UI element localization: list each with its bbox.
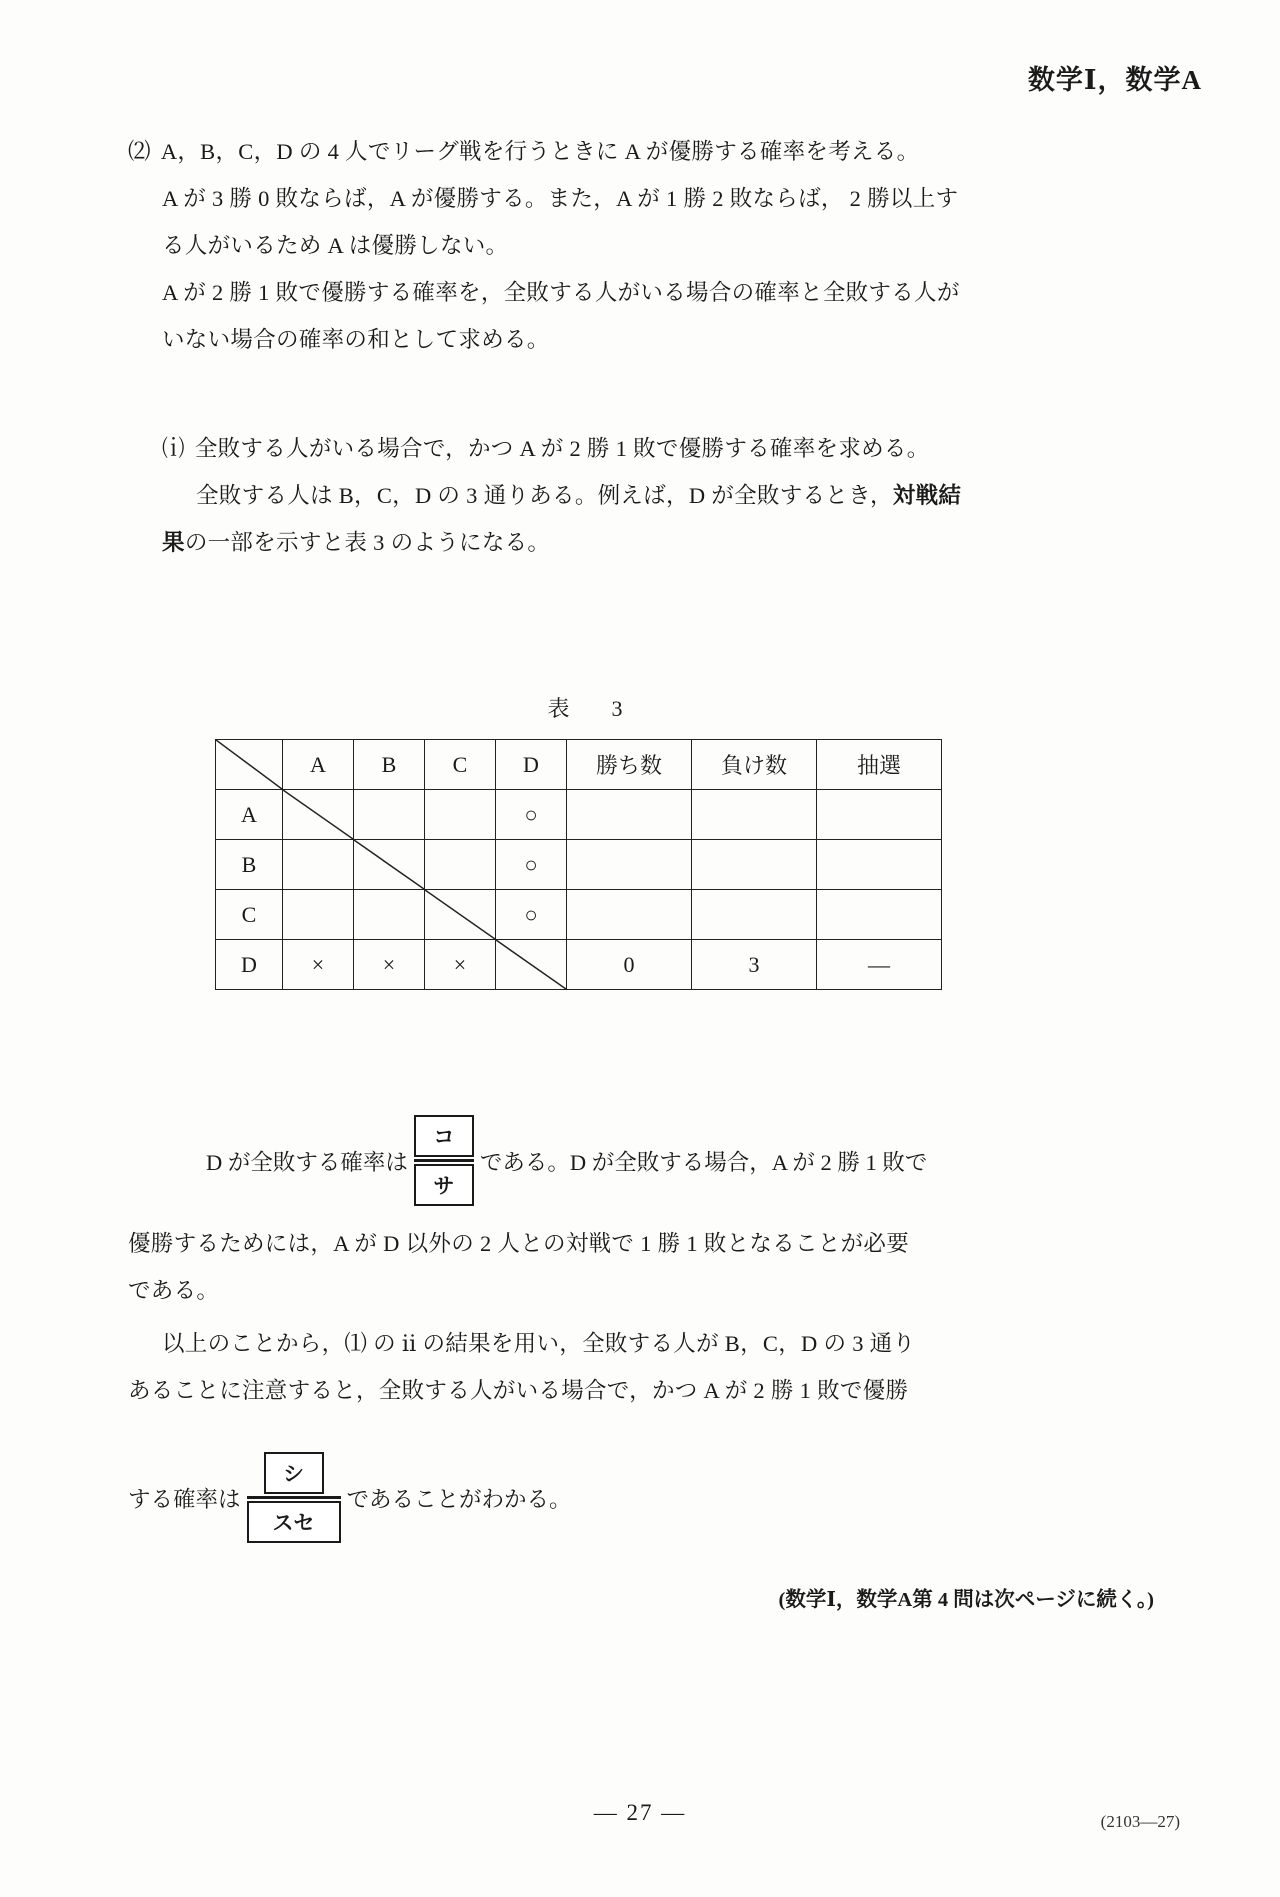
table-cell-d-c: × (425, 940, 496, 990)
table-col-header-d: D (496, 740, 567, 790)
closing-line-2: あることに注意すると，全敗する人がいる場合で，かつ A が 2 勝 1 敗で優勝 (128, 1378, 909, 1403)
table-3-caption: 表 3 (547, 696, 633, 721)
table-cell-c-lottery (817, 890, 942, 940)
sub-problem-i-line-3-rest: の一部を示すと表 3 のようになる。 (184, 530, 551, 555)
table-row (216, 940, 942, 990)
diagonal-line-icon (283, 790, 353, 839)
table-cell-a-losses (692, 790, 817, 840)
sub-problem-i-line-3-bold: 果 (162, 530, 185, 555)
diagonal-line-icon (496, 940, 566, 989)
fraction-1-post-text: である。D が全敗する場合，A が 2 勝 1 敗で (479, 1149, 928, 1175)
table-col-header-c: C (425, 740, 496, 790)
table-cell-b-losses (692, 840, 817, 890)
fraction-2 (247, 1452, 341, 1543)
table-cell-a-b (354, 790, 425, 840)
sub-problem-i-line-2a: 全敗する人は B，C，D の 3 通りある。例えば，D が全敗するとき， (196, 483, 893, 508)
answer-box-shi[interactable]: シ (264, 1452, 324, 1494)
frac1-next-line-1: 優勝するためには，A が D 以外の 2 人との対戦で 1 勝 1 敗となることが必要 (128, 1231, 910, 1256)
table-row-label-d: D (216, 940, 283, 990)
table-3-wrapper (0, 692, 1280, 990)
table-cell-c-d: ○ (496, 890, 567, 940)
table-col-header-lottery: 抽選 (817, 740, 942, 790)
table-cell-a-a (283, 790, 354, 840)
table-cell-a-lottery (817, 790, 942, 840)
sub-problem-i-line-3 (162, 519, 1152, 566)
table-row (216, 840, 942, 890)
answer-box-sa[interactable]: サ (414, 1164, 474, 1206)
table-col-header-a: A (283, 740, 354, 790)
table-cell-a-c (425, 790, 496, 840)
problem-2-line-2: A が 3 勝 0 敗ならば，A が優勝する。また，A が 1 勝 2 敗ならば， 2 勝以上す (162, 186, 959, 211)
table-cell-c-b (354, 890, 425, 940)
page-number: — 27 — (593, 1800, 687, 1825)
diagonal-line-icon (216, 740, 282, 789)
fraction-2-block (128, 1452, 1152, 1543)
sub-problem-i-line-2-bold: 対戦結 (892, 483, 962, 508)
problem-2-text (161, 128, 1152, 175)
table-row (216, 890, 942, 940)
table-col-header-losses: 負け数 (692, 740, 817, 790)
table-row (216, 790, 942, 840)
problem-2-line-4: A が 2 勝 1 敗で優勝する確率を，全敗する人がいる場合の確率と全敗する人が (162, 280, 960, 305)
fraction-2-post-text: であることがわかる。 (346, 1486, 572, 1512)
sub-problem-i-block (128, 425, 1152, 472)
problem-2-line-3: る人がいるため A は優勝しない。 (162, 233, 509, 258)
fraction-1 (414, 1115, 474, 1206)
table-cell-d-a: × (283, 940, 354, 990)
problem-2-line-5: いない場合の確率の和として求める。 (162, 327, 550, 352)
continuation-note: (数学Ⅰ，数学A第 4 問は次ページに続く。) (778, 1589, 1154, 1611)
fraction-1-following-text (128, 1220, 1152, 1314)
table-cell-d-wins: 0 (567, 940, 692, 990)
table-cell-d-d (496, 940, 567, 990)
table-3 (215, 739, 942, 990)
table-col-header-b: B (354, 740, 425, 790)
table-cell-a-d: ○ (496, 790, 567, 840)
fraction-1-line (128, 1115, 1152, 1206)
table-cell-d-b: × (354, 940, 425, 990)
table-cell-b-a (283, 840, 354, 890)
frac1-next-para (128, 1220, 1152, 1314)
table-cell-b-d: ○ (496, 840, 567, 890)
table-cell-c-c (425, 890, 496, 940)
table-row-label-c: C (216, 890, 283, 940)
closing-para-inner (128, 1320, 1152, 1367)
problem-2-rest-2 (128, 269, 1152, 363)
fraction-1-pre-text: D が全敗する確率は (206, 1149, 408, 1175)
table-cell-c-losses (692, 890, 817, 940)
problem-2-block (128, 128, 1152, 175)
table-col-header-wins: 勝ち数 (567, 740, 692, 790)
closing-paragraph (128, 1320, 1152, 1414)
sub-problem-i-marker: ⒤ (162, 436, 185, 461)
table-cell-a-wins (567, 790, 692, 840)
problem-2-line-1: A，B，C，D の 4 人でリーグ戦を行うときに A が優勝する確率を考える。 (160, 139, 920, 164)
sub-problem-i-line-2 (196, 472, 1152, 519)
answer-box-ko[interactable]: コ (414, 1115, 474, 1157)
table-cell-d-lottery: — (817, 940, 942, 990)
fraction-bar (247, 1496, 341, 1499)
sub-problem-i-body-2 (128, 519, 1152, 566)
closing-line-1: 以上のことから，⑴ の ⅱ の結果を用い，全敗する人が B，C，D の 3 通り (162, 1331, 916, 1356)
table-cell-d-losses: 3 (692, 940, 817, 990)
fraction-2-pre-text: する確率は (128, 1486, 241, 1512)
answer-box-suse[interactable]: スセ (247, 1501, 341, 1543)
frac1-next-line-2: である。 (128, 1278, 220, 1303)
closing-para-inner-2 (128, 1367, 1152, 1414)
fraction-2-line (128, 1452, 1152, 1543)
sub-problem-i-body (128, 472, 1152, 519)
page-header-subject: 数学Ⅰ，数学A (1027, 65, 1202, 95)
spacer (128, 363, 1152, 425)
table-header-row (216, 740, 942, 790)
sub-problem-i-line-1: 全敗する人がいる場合で，かつ A が 2 勝 1 敗で優勝する確率を求める。 (194, 436, 930, 461)
table-cell-b-b (354, 840, 425, 890)
problem-2-rest (128, 175, 1152, 269)
document-code: (2103—27) (1100, 1812, 1180, 1831)
table-corner-cell (216, 740, 283, 790)
fraction-bar (414, 1159, 474, 1162)
diagonal-line-icon (425, 890, 495, 939)
table-cell-c-a (283, 890, 354, 940)
main-text-block (128, 128, 1152, 566)
table-cell-b-lottery (817, 840, 942, 890)
table-cell-b-wins (567, 840, 692, 890)
table-cell-b-c (425, 840, 496, 890)
table-cell-c-wins (567, 890, 692, 940)
table-row-label-a: A (216, 790, 283, 840)
diagonal-line-icon (354, 840, 424, 889)
table-row-label-b: B (216, 840, 283, 890)
sub-problem-i-text (195, 425, 1152, 472)
fraction-1-block (128, 1115, 1152, 1206)
problem-2-marker: ⑵ (128, 139, 151, 164)
